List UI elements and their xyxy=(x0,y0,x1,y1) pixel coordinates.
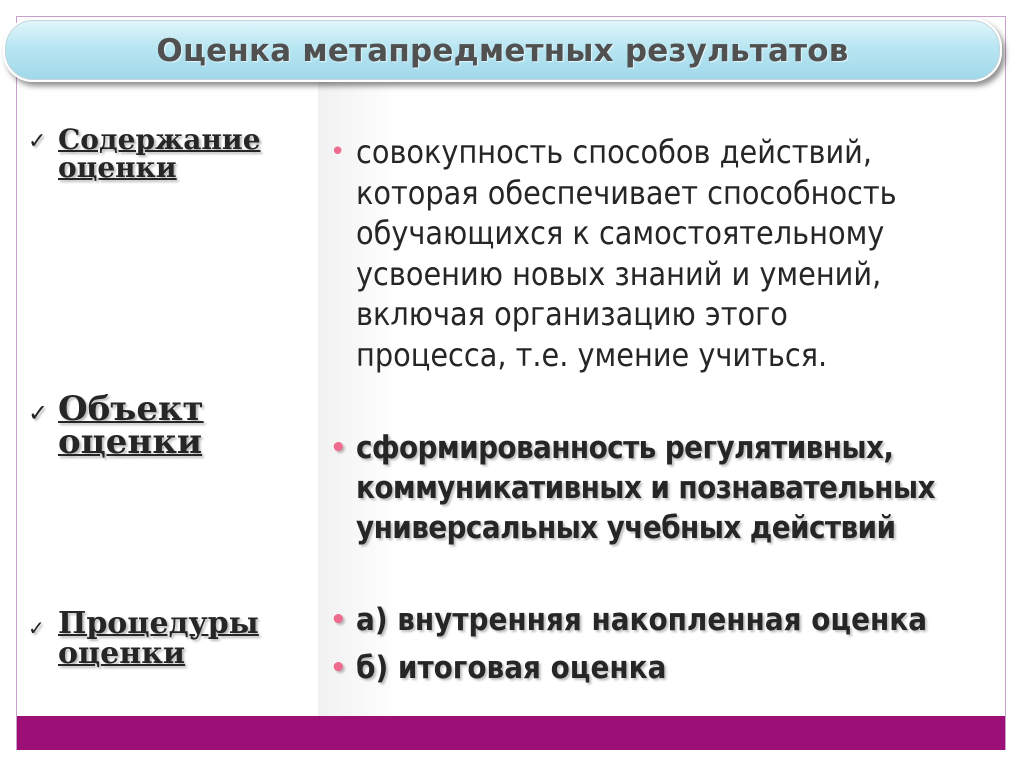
bottom-accent-band xyxy=(17,716,1005,750)
description-line: включая организацию этого xyxy=(356,295,788,333)
description-line: которая обеспечивает способность xyxy=(356,173,897,212)
description-line: универсальных учебных действий xyxy=(356,510,896,546)
bullet-icon: • xyxy=(330,653,347,683)
term-line: Процедуры xyxy=(58,606,259,641)
description-line: процесса, т.е. умение учиться. xyxy=(356,335,828,374)
description-content xyxy=(330,132,1010,375)
bullet-item xyxy=(330,132,1010,375)
description-line: б) итоговая оценка xyxy=(356,650,667,686)
description-line: коммуникативных и познавательных xyxy=(356,470,935,506)
term-line: оценки xyxy=(58,636,186,671)
term-object-of-assessment xyxy=(28,389,318,462)
bullet-icon: • xyxy=(330,605,347,635)
title-bar xyxy=(3,18,1002,82)
checkmark-icon: ✓ xyxy=(28,616,45,640)
description-line: обучающихся к самостоятельному xyxy=(356,214,885,252)
description-line: совокупность способов действий, xyxy=(356,133,873,171)
description-line: сформированность регулятивных, xyxy=(356,430,894,466)
description-line: усвоению новых знаний и умений, xyxy=(356,254,882,293)
term-line: Содержание xyxy=(58,123,261,156)
slide-title: Оценка метапредметных результатов xyxy=(156,33,849,69)
bullet-item xyxy=(330,596,1010,644)
bullet-item xyxy=(330,428,1020,548)
checkmark-icon: ✓ xyxy=(28,399,49,427)
term-assessment-procedures xyxy=(28,606,318,671)
term-line: Объект xyxy=(58,389,204,429)
description-object xyxy=(330,428,1020,548)
description-line: а) внутренняя накопленная оценка xyxy=(356,602,928,638)
bullet-icon: • xyxy=(330,137,346,167)
term-line: оценки xyxy=(58,151,177,184)
checkmark-icon: ✓ xyxy=(28,129,47,154)
description-procedures xyxy=(330,596,1010,692)
bullet-icon: • xyxy=(330,433,347,463)
term-line: оценки xyxy=(58,422,203,462)
term-content-of-assessment xyxy=(28,123,318,184)
bullet-item xyxy=(330,644,1010,692)
